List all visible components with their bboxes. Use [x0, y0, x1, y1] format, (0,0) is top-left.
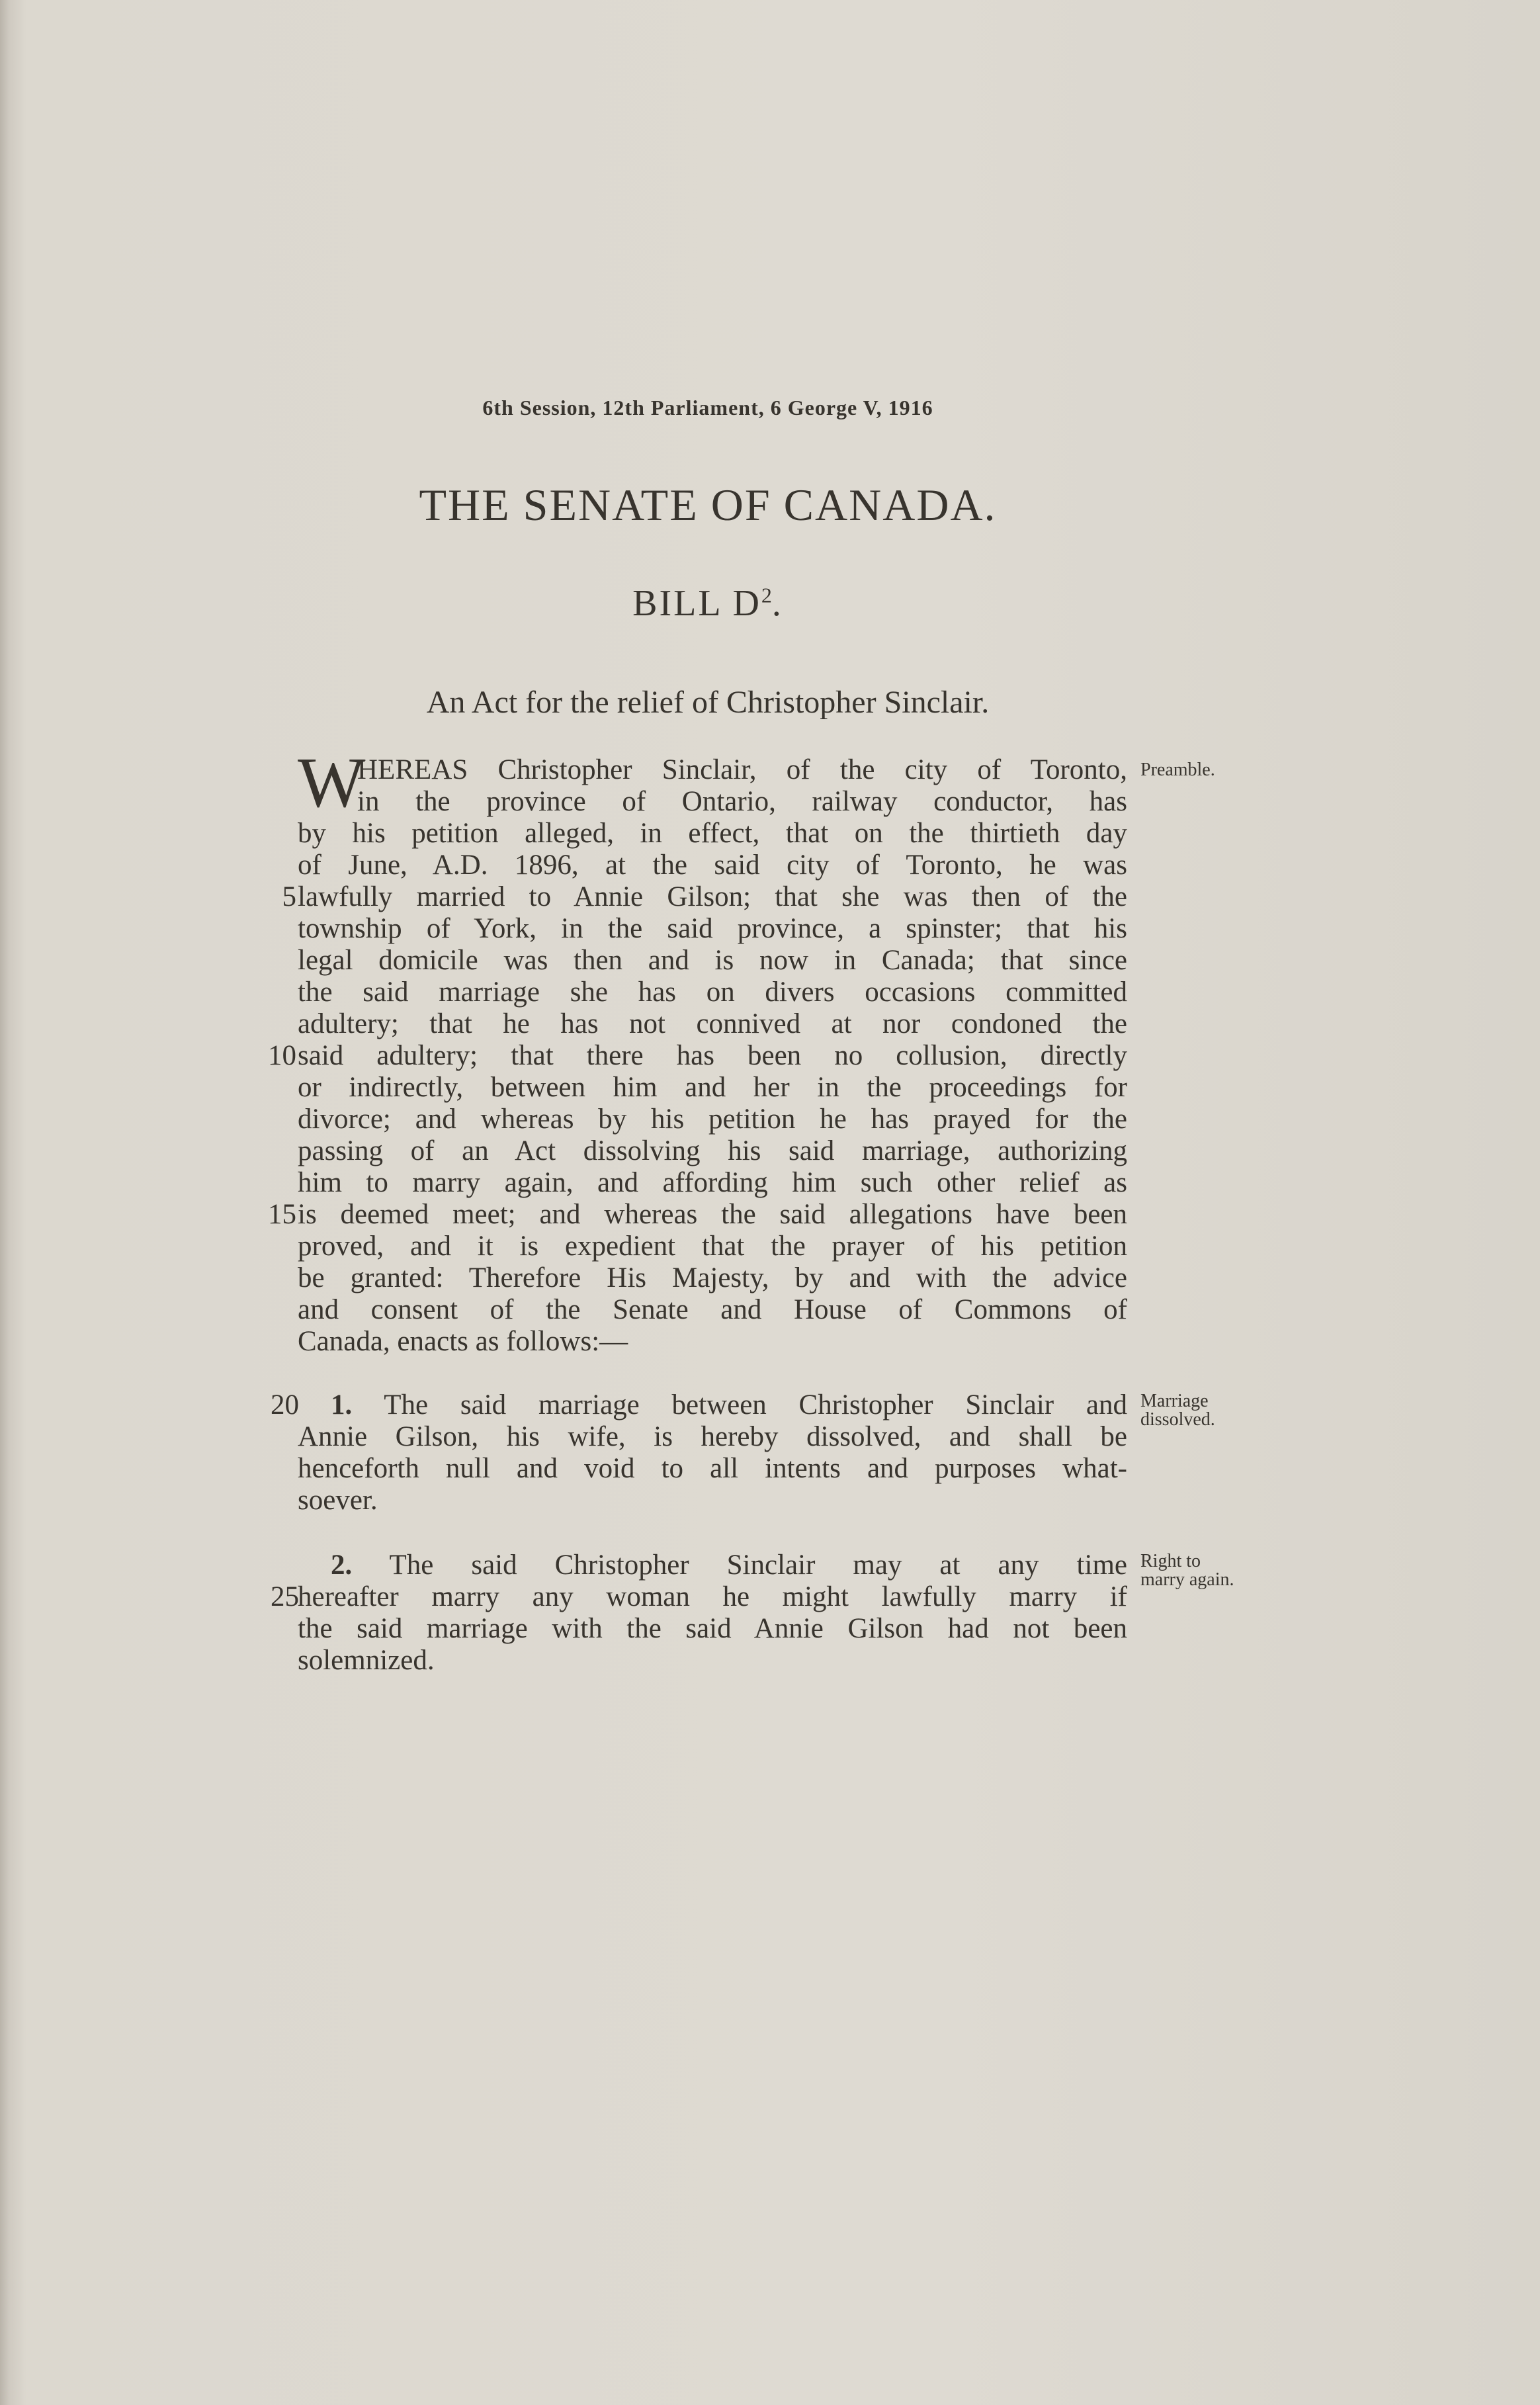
preamble-line: adultery; that he has not connived at nor condoned the [298, 1008, 1127, 1039]
preamble-line: is deemed meet; and whereas the said allegations have been [298, 1199, 1127, 1230]
line-number: 5 [282, 881, 296, 912]
preamble-line: HEREAS Christopher Sinclair, of the city of Toronto, [357, 754, 1127, 785]
preamble-line: lawfully married to Annie Gilson; that she was then of the [298, 881, 1127, 912]
section-2-number: 2. [331, 1550, 353, 1581]
bill-period: . [771, 583, 783, 624]
preamble-line: be granted: Therefore His Majesty, by and with the advice [298, 1262, 1127, 1293]
preamble-line: in the province of Ontario, railway conductor, has [357, 786, 1127, 817]
section-1-line: soever. [298, 1485, 378, 1516]
preamble-line: Canada, enacts as follows:— [298, 1326, 628, 1357]
section-1-line: henceforth null and void to all intents and purposes what- [298, 1453, 1127, 1484]
section-2-text: The said Christopher Sinclair may at any time [389, 1550, 1127, 1581]
act-title: An Act for the relief of Christopher Sinclair. [426, 685, 990, 720]
section-2-line: hereafter marry any woman he might lawfully marry if [298, 1581, 1127, 1612]
section-2-line: solemnized. [298, 1645, 435, 1676]
preamble-line: him to marry again, and affording him such other relief as [298, 1167, 1127, 1198]
marginal-note-marriage: Marriage [1140, 1391, 1209, 1411]
preamble-drop-cap: W [298, 744, 365, 822]
preamble-line: divorce; and whereas by his petition he has prayed for the [298, 1104, 1127, 1135]
section-1-line [331, 1389, 1127, 1421]
preamble-line: the said marriage she has on divers occasions committed [298, 977, 1127, 1008]
section-2-line: the said marriage with the said Annie Gilson had not been [298, 1613, 1127, 1644]
bill-label: BILL D [632, 583, 761, 624]
preamble-line: of June, A.D. 1896, at the said city of Toronto, he was [298, 850, 1127, 881]
bill-superscript: 2 [761, 583, 772, 607]
preamble-line: or indirectly, between him and her in the proceedings for [298, 1072, 1127, 1103]
marginal-note-right-to: Right to [1140, 1551, 1201, 1571]
line-number: 15 [268, 1199, 296, 1230]
preamble-line: and consent of the Senate and House of Commons of [298, 1294, 1127, 1325]
preamble-line: by his petition alleged, in effect, that on the thirtieth day [298, 818, 1127, 849]
section-1-line: Annie Gilson, his wife, is hereby dissolved, and shall be [298, 1421, 1127, 1452]
line-number: 20 [271, 1389, 299, 1421]
preamble-line: township of York, in the said province, a spinster; that his [298, 913, 1127, 944]
marginal-note-preamble: Preamble. [1140, 760, 1215, 780]
chamber-heading: THE SENATE OF CANADA. [419, 480, 997, 530]
bill-heading [0, 582, 1416, 625]
section-1-number: 1. [331, 1389, 353, 1421]
line-number: 10 [268, 1040, 296, 1071]
preamble-line: proved, and it is expedient that the prayer of his petition [298, 1231, 1127, 1262]
preamble-line: passing of an Act dissolving his said marriage, authorizing [298, 1135, 1127, 1166]
line-number: 25 [271, 1581, 299, 1612]
preamble-line: said adultery; that there has been no collusion, directly [298, 1040, 1127, 1071]
session-heading: 6th Session, 12th Parliament, 6 George V, 1916 [482, 396, 933, 419]
marginal-note-dissolved: dissolved. [1140, 1409, 1215, 1430]
preamble-line: legal domicile was then and is now in Canada; that since [298, 945, 1127, 976]
section-2-line [331, 1550, 1127, 1581]
marginal-note-marry-again: marry again. [1140, 1569, 1234, 1590]
section-1-text: The said marriage between Christopher Sinclair and [384, 1389, 1127, 1421]
